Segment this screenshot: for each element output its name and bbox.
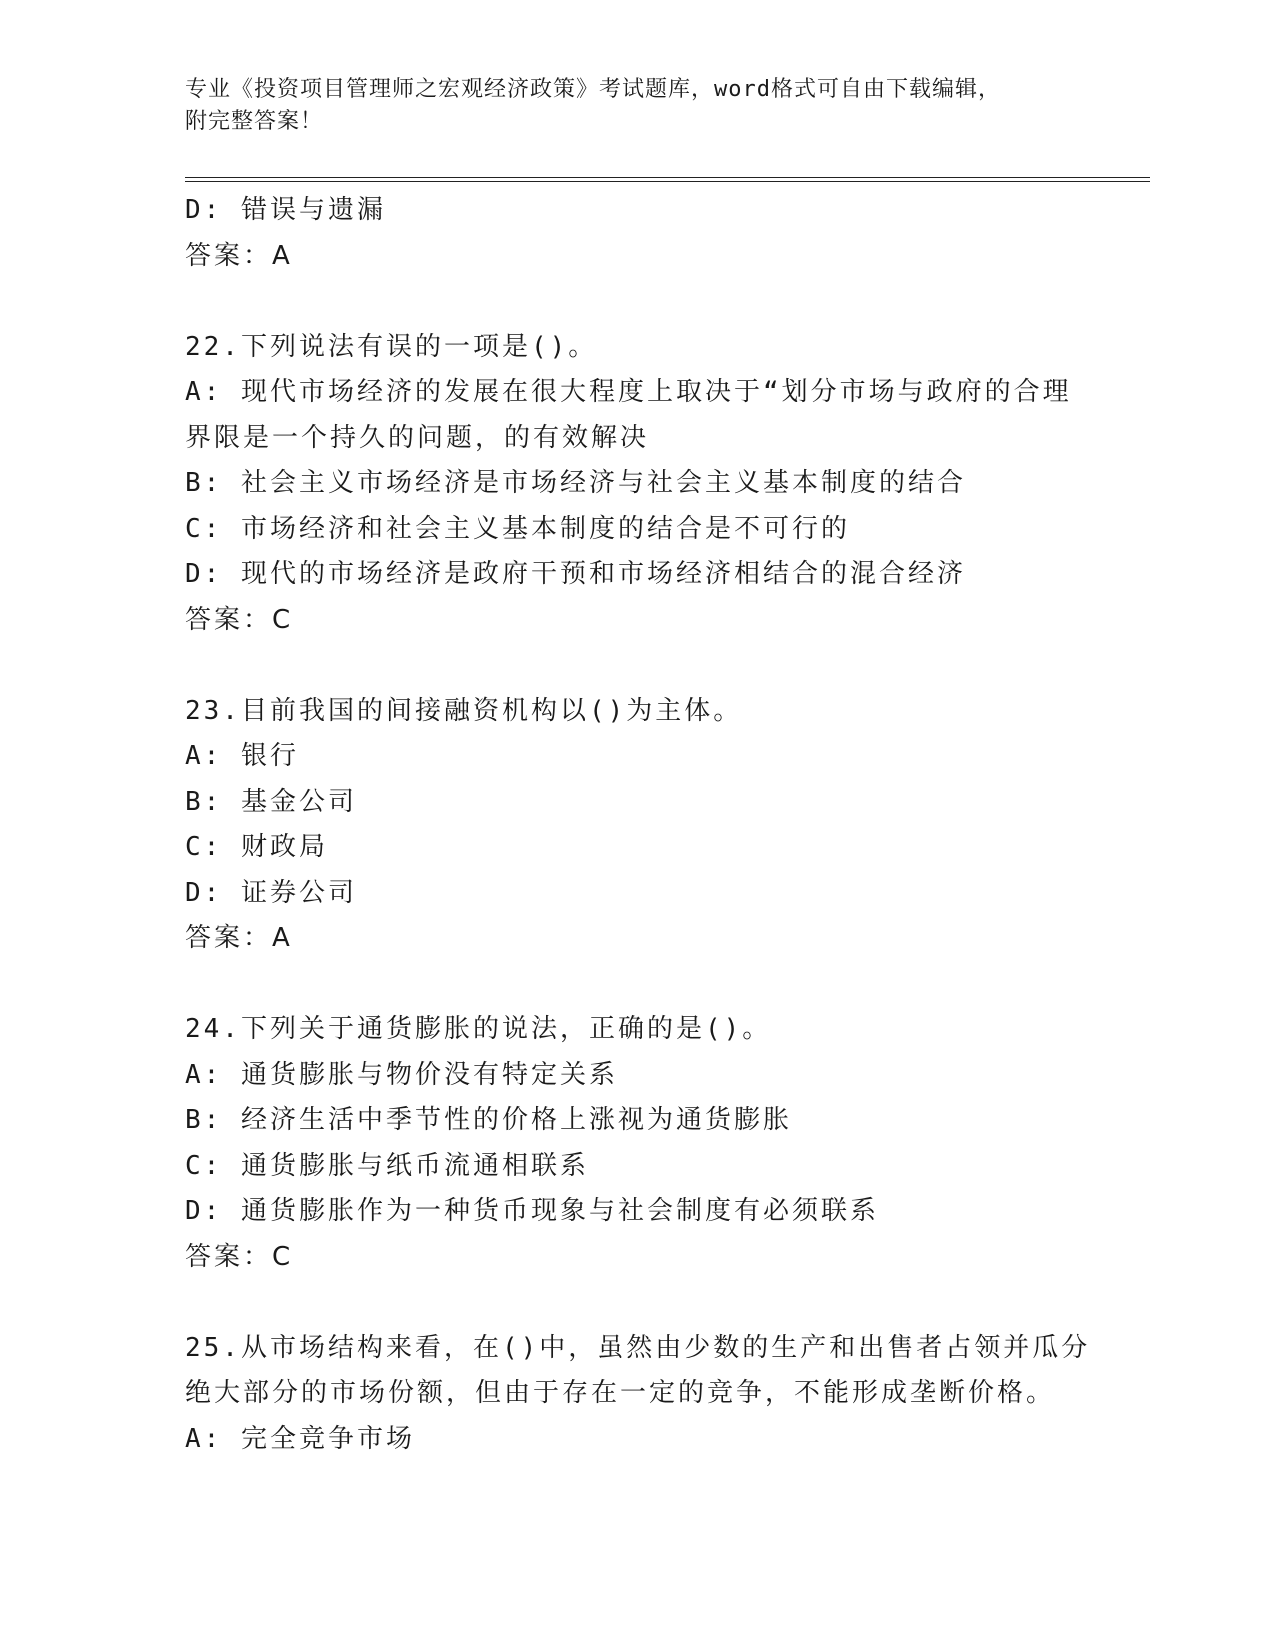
question-stem: 22.下列说法有误的一项是()。	[185, 331, 598, 362]
option-d: D: 错误与遗漏	[185, 195, 386, 225]
option-a: A: 现代市场经济的发展在很大程度上取决于“划分市场与政府的合理	[185, 377, 1072, 407]
option-a: A: 完全竞争市场	[185, 1423, 415, 1454]
question-21-tail	[185, 188, 1085, 279]
header-line-2: 附完整答案！	[185, 109, 324, 134]
answer: 答案：C	[185, 1241, 294, 1272]
spacer	[185, 1280, 1085, 1326]
option-c: C: 通货膨胀与纸币流通相联系	[185, 1150, 589, 1181]
answer: 答案：A	[185, 240, 293, 271]
option-b: B: 经济生活中季节性的价格上涨视为通货膨胀	[185, 1105, 792, 1135]
document-header	[185, 74, 1085, 138]
option-a: A: 银行	[185, 741, 299, 771]
question-stem: 25.从市场结构来看，在()中，虽然由少数的生产和出售者占领并瓜分	[185, 1332, 1091, 1363]
header-divider-bottom	[185, 181, 1150, 182]
header-line-1: 专业《投资项目管理师之宏观经济政策》考试题库，word格式可自由下载编辑，	[185, 77, 1001, 102]
spacer	[185, 643, 1085, 689]
question-25	[185, 1326, 1091, 1463]
question-list	[185, 188, 1091, 1462]
answer: 答案：C	[185, 604, 294, 635]
question-22	[185, 325, 1085, 644]
question-stem: 23.目前我国的间接融资机构以()为主体。	[185, 695, 743, 726]
answer: 答案：A	[185, 923, 293, 953]
option-a: A: 通货膨胀与物价没有特定关系	[185, 1059, 618, 1090]
question-stem-continued: 绝大部分的市场份额，但由于存在一定的竞争，不能形成垄断价格。	[185, 1378, 1056, 1408]
spacer	[185, 962, 1085, 1008]
question-stem: 24.下列关于通货膨胀的说法，正确的是()。	[185, 1014, 772, 1044]
question-24	[185, 1007, 1085, 1280]
option-d: D: 现代的市场经济是政府干预和市场经济相结合的混合经济	[185, 559, 966, 589]
option-a-continued: 界限是一个持久的问题，的有效解决	[185, 422, 650, 453]
option-b: B: 社会主义市场经济是市场经济与社会主义基本制度的结合	[185, 468, 966, 498]
question-23	[185, 689, 1085, 962]
option-d: D: 通货膨胀作为一种货币现象与社会制度有必须联系	[185, 1196, 879, 1226]
spacer	[185, 279, 1085, 325]
option-d: D: 证券公司	[185, 877, 357, 908]
header-divider-top	[185, 177, 1150, 178]
option-c: C: 财政局	[185, 832, 328, 862]
option-c: C: 市场经济和社会主义基本制度的结合是不可行的	[185, 513, 850, 544]
option-b: B: 基金公司	[185, 786, 357, 817]
